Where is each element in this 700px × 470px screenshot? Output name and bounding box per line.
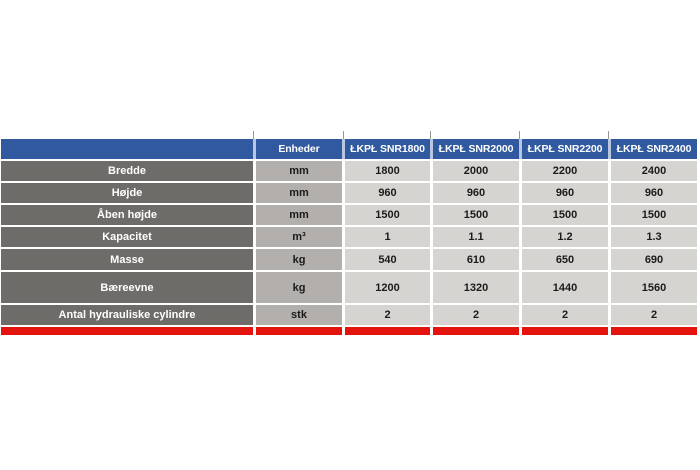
value-cell: 690 <box>611 249 697 270</box>
value-cell: 960 <box>433 183 519 203</box>
red-accent-segment <box>522 327 608 335</box>
column-header-model-snr2400: ŁKPŁ SNR2400 <box>608 139 697 159</box>
table-row-aben-hojde <box>1 205 697 225</box>
value-cell: 1200 <box>345 272 430 303</box>
value-cell: 650 <box>522 249 608 270</box>
value-cell: 2400 <box>611 161 697 181</box>
value-cell: 610 <box>433 249 519 270</box>
value-cell: 1500 <box>433 205 519 225</box>
column-tick <box>343 131 344 139</box>
unit-cell: mm <box>256 205 342 225</box>
table-header-row <box>1 139 697 159</box>
red-accent-segment <box>611 327 697 335</box>
row-label: Antal hydrauliske cylindre <box>1 305 253 325</box>
row-label: Bredde <box>1 161 253 181</box>
row-label: Masse <box>1 249 253 270</box>
table-row-bredde <box>1 161 697 181</box>
unit-cell: kg <box>256 249 342 270</box>
table-row-kapacitet <box>1 227 697 247</box>
red-accent-segment <box>256 327 342 335</box>
spec-table <box>1 139 697 335</box>
value-cell: 960 <box>611 183 697 203</box>
value-cell: 1320 <box>433 272 519 303</box>
unit-cell: m³ <box>256 227 342 247</box>
table-row-baereevne <box>1 272 697 303</box>
red-accent-segment <box>345 327 430 335</box>
value-cell: 1560 <box>611 272 697 303</box>
table-row-masse <box>1 249 697 270</box>
value-cell: 960 <box>345 183 430 203</box>
column-header-model-snr2000: ŁKPŁ SNR2000 <box>430 139 519 159</box>
value-cell: 1 <box>345 227 430 247</box>
row-label: Åben højde <box>1 205 253 225</box>
table-corner-cell <box>1 139 253 159</box>
value-cell: 2200 <box>522 161 608 181</box>
value-cell: 1.1 <box>433 227 519 247</box>
unit-cell: mm <box>256 183 342 203</box>
column-header-model-snr2200: ŁKPŁ SNR2200 <box>519 139 608 159</box>
unit-cell: mm <box>256 161 342 181</box>
value-cell: 2000 <box>433 161 519 181</box>
value-cell: 1500 <box>345 205 430 225</box>
value-cell: 2 <box>611 305 697 325</box>
red-accent-segment <box>433 327 519 335</box>
value-cell: 2 <box>345 305 430 325</box>
column-header-model-snr1800: ŁKPŁ SNR1800 <box>342 139 430 159</box>
value-cell: 2 <box>433 305 519 325</box>
column-header-units: Enheder <box>253 139 342 159</box>
row-label: Højde <box>1 183 253 203</box>
column-tick <box>430 131 431 139</box>
column-tick <box>519 131 520 139</box>
column-tick <box>608 131 609 139</box>
value-cell: 1500 <box>611 205 697 225</box>
value-cell: 1.3 <box>611 227 697 247</box>
value-cell: 1.2 <box>522 227 608 247</box>
value-cell: 960 <box>522 183 608 203</box>
value-cell: 2 <box>522 305 608 325</box>
value-cell: 1800 <box>345 161 430 181</box>
column-tick <box>253 131 254 139</box>
row-label: Bæreevne <box>1 272 253 303</box>
red-accent-bar <box>1 327 697 335</box>
table-row-hojde <box>1 183 697 203</box>
value-cell: 540 <box>345 249 430 270</box>
row-label: Kapacitet <box>1 227 253 247</box>
value-cell: 1500 <box>522 205 608 225</box>
red-accent-segment <box>1 327 253 335</box>
value-cell: 1440 <box>522 272 608 303</box>
table-row-antal-cylindre <box>1 305 697 325</box>
unit-cell: stk <box>256 305 342 325</box>
unit-cell: kg <box>256 272 342 303</box>
